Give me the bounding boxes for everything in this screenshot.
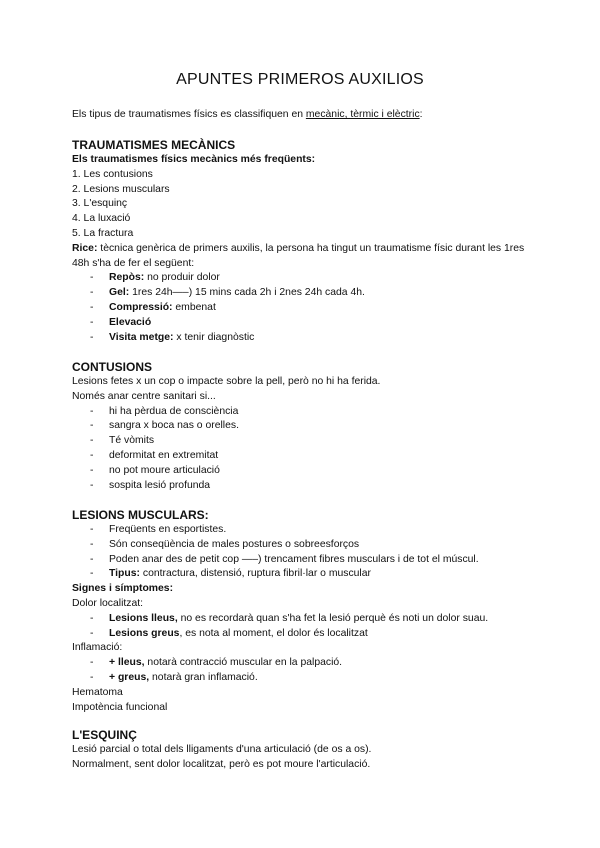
- item-text: notarà gran inflamació.: [149, 671, 258, 683]
- item-text: , es nota al moment, el dolor és localitzat: [179, 627, 368, 639]
- heading-contusions: CONTUSIONS: [72, 360, 153, 374]
- list-item: [72, 612, 542, 627]
- item-text: embenat: [172, 301, 216, 313]
- heading-esquinc: L'ESQUINÇ: [72, 728, 137, 742]
- list-item: - sospita lesió profunda: [72, 479, 542, 494]
- subheading-mecanics: Els traumatismes físics mecànics més freqüents:: [72, 154, 316, 165]
- contusions-line2: Només anar centre sanitari si...: [72, 390, 216, 402]
- esquinc-line2: Normalment, sent dolor localitzat, però es pot moure l'articulació.: [72, 758, 371, 770]
- list-item: 1. Les contusions: [72, 168, 153, 180]
- section-esquinc: [72, 728, 542, 773]
- list-item: - Poden anar des de petit cop —–) trencament fibres musculars i de tot el múscul.: [72, 553, 542, 568]
- heading-mecanics: TRAUMATISMES MECÀNICS: [72, 138, 236, 152]
- signes-heading: Signes i símptomes:: [72, 583, 174, 595]
- list-item: 4. La luxació: [72, 213, 131, 225]
- rice-label: Rice:: [72, 242, 98, 254]
- item-text: notarà contracció muscular en la palpació.: [144, 657, 343, 669]
- hematoma-text: Hematoma: [72, 686, 123, 698]
- item-label: Elevació: [109, 316, 152, 328]
- heading-musculars: LESIONS MUSCULARS:: [72, 508, 209, 522]
- item-label: + greus,: [109, 671, 150, 683]
- item-label: + lleus,: [109, 657, 145, 669]
- intro-text: Els tipus de traumatismes físics es classifiquen en: [72, 109, 306, 120]
- section-contusions: [72, 360, 542, 493]
- list-item: 3. L'esquinç: [72, 198, 128, 210]
- list-item: [72, 331, 542, 346]
- section-mecanics: [72, 138, 542, 345]
- item-text: contractura, distensió, ruptura fibril·lar o muscular: [139, 568, 371, 580]
- page-title: APUNTES PRIMEROS AUXILIOS: [176, 71, 424, 88]
- list-item: - Té vòmits: [72, 434, 542, 449]
- item-text: 1res 24h—–) 15 mins cada 2h i 2nes 24h cada 4h.: [129, 287, 365, 299]
- list-item: 5. La fractura: [72, 227, 134, 239]
- contusions-list: [72, 405, 542, 494]
- rice-text: tècnica genèrica de primers auxilis, la persona ha tingut un traumatisme físic durant les 1res 48h s'ha de fer el següent:: [72, 242, 525, 269]
- list-item: - Són conseqüència de males postures o sobreesforços: [72, 538, 542, 553]
- rice-paragraph: [72, 242, 542, 272]
- dolor-list: [72, 612, 542, 642]
- section-musculars: [72, 508, 542, 715]
- rice-list: [72, 271, 542, 345]
- item-label: Compressió:: [109, 301, 173, 313]
- list-item: - no pot moure articulació: [72, 464, 542, 479]
- intro-underlined: mecànic, tèrmic i elèctric: [305, 109, 420, 120]
- list-item: [72, 271, 542, 286]
- item-label: Visita metge:: [109, 331, 174, 343]
- list-item: [72, 656, 542, 671]
- item-label: Repòs:: [109, 272, 145, 284]
- contusions-line1: Lesions fetes x un cop o impacte sobre la pell, però no hi ha ferida.: [72, 376, 381, 387]
- list-item: [72, 671, 542, 686]
- list-item: [72, 567, 542, 582]
- inflamacio-list: [72, 656, 542, 686]
- item-label: Gel:: [109, 287, 130, 299]
- item-text: no produir dolor: [144, 272, 220, 284]
- list-item: [72, 301, 542, 316]
- item-label: Lesions lleus,: [109, 612, 178, 624]
- list-item: - Freqüents en esportistes.: [72, 523, 542, 538]
- item-text: x tenir diagnòstic: [173, 331, 255, 343]
- item-label: Tipus:: [109, 568, 140, 580]
- list-item: [72, 316, 542, 331]
- intro-paragraph: [72, 108, 542, 123]
- item-label: Lesions greus: [109, 627, 180, 639]
- esquinc-line1: Lesió parcial o total dels lligaments d'una articulació (de os a os).: [72, 744, 372, 755]
- list-item: - deformitat en extremitat: [72, 449, 542, 464]
- musculars-list: [72, 523, 542, 582]
- list-item: [72, 286, 542, 301]
- list-item: - hi ha pèrdua de consciència: [72, 405, 542, 420]
- list-item: - sangra x boca nas o orelles.: [72, 419, 542, 434]
- item-text: no es recordarà quan s'ha fet la lesió perquè és noti un dolor suau.: [177, 612, 489, 624]
- intro-after: :: [419, 109, 423, 120]
- list-item: 2. Lesions musculars: [72, 183, 170, 195]
- impotencia-text: Impotència funcional: [72, 701, 168, 713]
- inflamacio-label: Inflamació:: [72, 642, 123, 654]
- list-item: [72, 627, 542, 642]
- dolor-label: Dolor localitzat:: [72, 597, 144, 609]
